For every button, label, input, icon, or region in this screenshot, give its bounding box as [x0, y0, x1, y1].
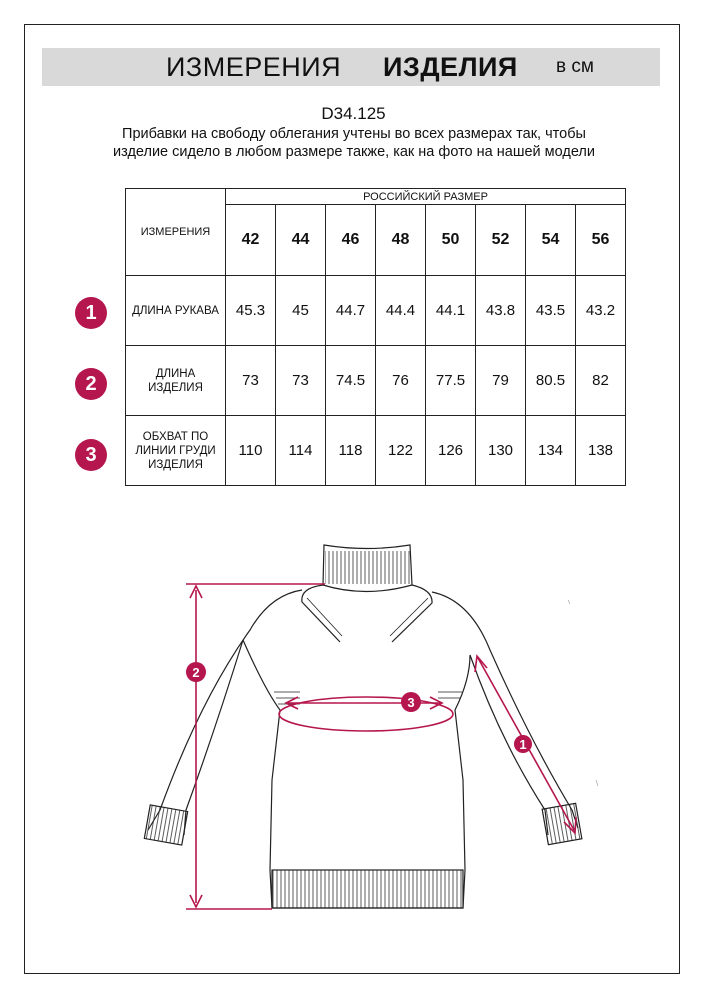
row-label: ДЛИНА РУКАВА: [126, 276, 226, 346]
table-cell: 80.5: [526, 346, 576, 416]
table-cell: 43.8: [476, 276, 526, 346]
row-number-badge: 2: [75, 368, 107, 400]
article-code: D34.125: [321, 104, 386, 123]
measure-header: ИЗМЕРЕНИЯ: [126, 189, 226, 276]
title-product: ИЗДЕЛИЯ: [383, 52, 518, 82]
size-header: 50: [426, 205, 476, 276]
size-header: 48: [376, 205, 426, 276]
table-cell: 73: [226, 346, 276, 416]
table-cell: 134: [526, 416, 576, 486]
table-cell: 77.5: [426, 346, 476, 416]
table-cell: 82: [576, 346, 626, 416]
marker-chest-text: 3: [407, 695, 415, 710]
size-header: 46: [326, 205, 376, 276]
table-cell: 74.5: [326, 346, 376, 416]
size-header: 52: [476, 205, 526, 276]
collar-ribbing: [325, 551, 410, 584]
table-cell: 114: [276, 416, 326, 486]
chest-ellipse: [279, 697, 453, 731]
title-measurements: ИЗМЕРЕНИЯ: [166, 52, 342, 82]
size-header: 56: [576, 205, 626, 276]
left-cuff: [144, 805, 187, 845]
title-unit: в см: [556, 56, 594, 77]
row-number-badge: 3: [75, 439, 107, 471]
table-cell: 130: [476, 416, 526, 486]
row-label: ОБХВАТ ПО ЛИНИИ ГРУДИ ИЗДЕЛИЯ: [126, 416, 226, 486]
table-cell: 45.3: [226, 276, 276, 346]
table-cell: 118: [326, 416, 376, 486]
body-outline: [148, 590, 578, 908]
size-header: 54: [526, 205, 576, 276]
table-cell: 138: [576, 416, 626, 486]
table-cell: 79: [476, 346, 526, 416]
table-cell: 44.4: [376, 276, 426, 346]
table-cell: 110: [226, 416, 276, 486]
table-cell: 76: [376, 346, 426, 416]
size-header: 44: [276, 205, 326, 276]
table-cell: 43.5: [526, 276, 576, 346]
row-label: ДЛИНА ИЗДЕЛИЯ: [126, 346, 226, 416]
table-cell: 44.1: [426, 276, 476, 346]
table-cell: 126: [426, 416, 476, 486]
fit-note: Прибавки на свободу облегания учтены во всех размерах так, чтобы изделие сидело в любом размере также, как на фото на нашей модели: [113, 126, 595, 160]
table-cell: 44.7: [326, 276, 376, 346]
marker-length-text: 2: [192, 665, 200, 680]
hem-ribbing: [272, 870, 463, 908]
table-cell: 43.2: [576, 276, 626, 346]
size-group-header: РОССИЙСКИЙ РАЗМЕР: [226, 189, 626, 205]
size-header: 42: [226, 205, 276, 276]
row-number-badge: 1: [75, 297, 107, 329]
table-cell: 73: [276, 346, 326, 416]
table-cell: 122: [376, 416, 426, 486]
table-cell: 45: [276, 276, 326, 346]
marker-sleeve-text: 1: [519, 737, 527, 752]
